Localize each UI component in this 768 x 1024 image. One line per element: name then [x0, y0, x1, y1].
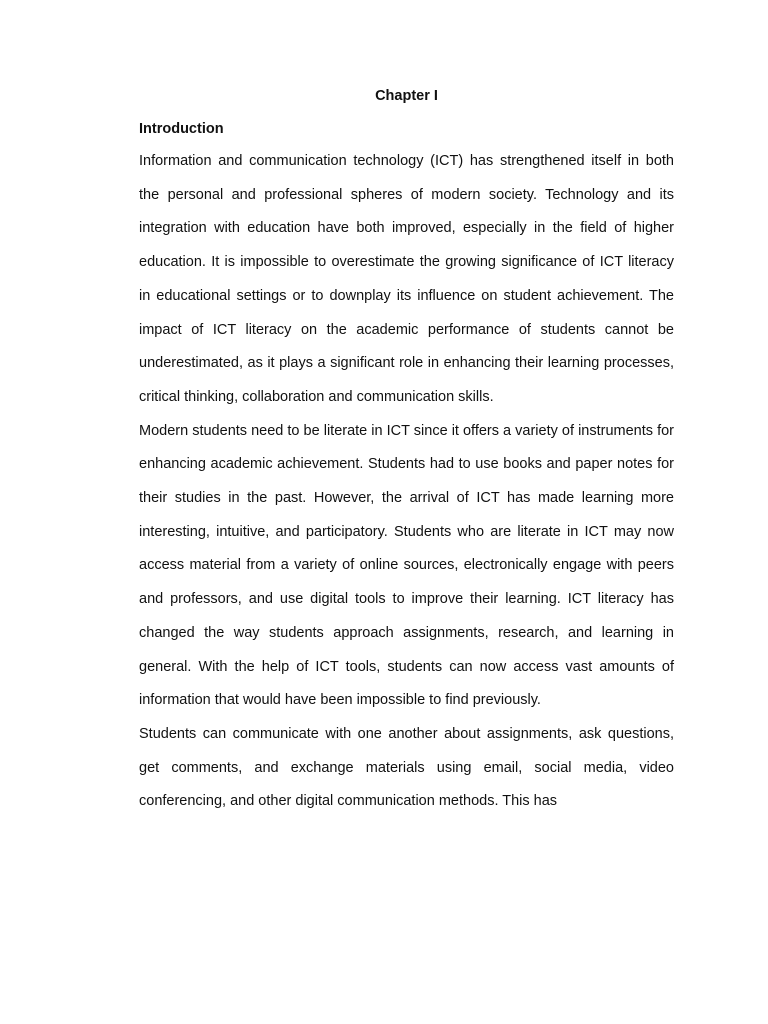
- section-heading: Introduction: [139, 121, 224, 137]
- paragraph-1: Information and communication technology (ICT) has strengthened itself in both the personal and professional spheres of modern society. Technology and its integration with education have both improved, especially in the field of higher education. It is impossible to overestimate the growing significance of ICT literacy in educational settings or to downplay its influence on student achievement. The impact of ICT literacy on the academic performance of students cannot be underestimated, as it plays a significant role in enhancing their learning processes, critical thinking, collaboration and communication skills.: [139, 153, 674, 405]
- chapter-title: Chapter I: [375, 88, 438, 104]
- paragraph-2: Modern students need to be literate in ICT since it offers a variety of instruments for enhancing academic achievement. Students had to use books and paper notes for their studies in the past. However, the arrival of ICT has made learning more interesting, intuitive, and participatory. Students who are literate in ICT may now access material from a variety of online sources, electronically engage with peers and professors, and use digital tools to improve their learning. ICT literacy has changed the way students approach assignments, research, and learning in general. With the help of ICT tools, students can now access vast amounts of information that would have been impossible to find previously.: [139, 422, 674, 709]
- page-content: [139, 85, 674, 825]
- paragraph-3: Students can communicate with one another about assignments, ask questions, get comments, and exchange materials using email, social media, video conferencing, and other digital communication methods. This has: [139, 725, 674, 810]
